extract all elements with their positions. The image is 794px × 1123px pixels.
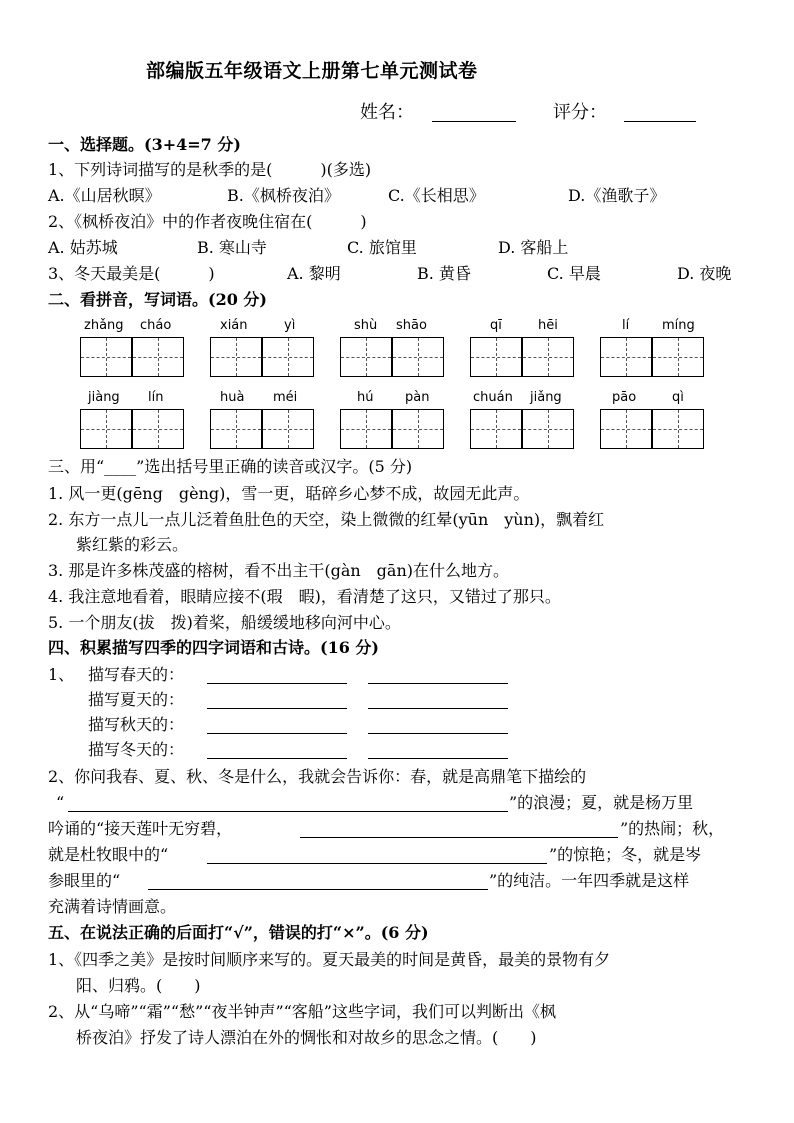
- pinyin-label: jiàng: [88, 390, 120, 405]
- score-field[interactable]: [624, 103, 696, 122]
- s4-q2-line3-end: ”的热闹；秋，: [620, 819, 725, 838]
- name-field[interactable]: [432, 103, 516, 122]
- section2-heading: 二、看拼音，写词语。(20 分): [48, 290, 267, 309]
- writing-box[interactable]: [522, 409, 574, 449]
- pinyin-label: qī: [490, 318, 502, 333]
- s1-question-2: 2、《枫桥夜泊》中的作者夜晚住宿在( ): [48, 212, 367, 231]
- label-spring: 描写春天的：: [88, 665, 185, 684]
- answer-line[interactable]: [368, 683, 508, 684]
- s5-q1-line2: 阳、归鸦。( ): [76, 976, 201, 995]
- pinyin-label: hēi: [538, 318, 558, 333]
- answer-line[interactable]: [207, 758, 347, 759]
- writing-box[interactable]: [470, 409, 522, 449]
- s3-item-1: 1. 风一更(gēng gèng)，雪一更，聒碎乡心梦不成，故园无此声。: [48, 484, 530, 503]
- writing-box[interactable]: [600, 409, 652, 449]
- s3-item-2: 2. 东方一点儿一点儿泛着鱼肚色的天空，染上微微的红晕(yūn yùn)，飘着红: [48, 510, 605, 529]
- s4-q2-line6: 充满着诗情画意。: [48, 897, 177, 916]
- s4-q2-line2-close: ”的浪漫；夏，就是杨万里: [509, 793, 694, 812]
- pinyin-label: shāo: [396, 318, 427, 333]
- pinyin-label: zhǎng: [84, 318, 124, 333]
- s3-item-5: 5. 一个朋友(拔 拨)着桨，船缓缓地移向河中心。: [48, 613, 401, 632]
- label-winter: 描写冬天的：: [88, 740, 185, 759]
- pinyin-label: jiǎng: [530, 390, 562, 405]
- pinyin-label: pāo: [612, 390, 637, 405]
- pinyin-label: hú: [357, 390, 374, 405]
- answer-line[interactable]: [368, 758, 508, 759]
- pinyin-label: xián: [220, 318, 248, 333]
- section3-heading: 三、用“____”选出括号里正确的读音或汉字。(5 分): [48, 457, 413, 476]
- answer-line[interactable]: [300, 837, 618, 838]
- s1-question-1: 1、下列诗词描写的是秋季的是( )(多选): [48, 160, 372, 179]
- s4-q2-line3-start: 吟诵的“接天莲叶无穷碧，: [48, 819, 233, 838]
- s1-q3-option-d: D. 夜晚: [677, 264, 732, 283]
- s4-q2-line2-open: “: [56, 793, 65, 812]
- name-label: 姓名：: [360, 102, 414, 123]
- s1-q2-option-d: D. 客船上: [498, 238, 569, 257]
- writing-box[interactable]: [522, 337, 574, 377]
- pinyin-label: chuán: [473, 390, 513, 405]
- writing-box[interactable]: [600, 337, 652, 377]
- s1-question-3: 3、冬天最美是( ): [48, 264, 215, 283]
- label-summer: 描写夏天的：: [88, 690, 185, 709]
- section1-heading: 一、选择题。(3+4=7 分): [48, 135, 241, 154]
- writing-box[interactable]: [652, 337, 704, 377]
- writing-box[interactable]: [262, 337, 314, 377]
- writing-box[interactable]: [132, 337, 184, 377]
- writing-box[interactable]: [340, 409, 392, 449]
- s4-q2-line5-start: 参眼里的“: [48, 871, 121, 890]
- s4-q2-line1: 2、你问我春、夏、秋、冬是什么，我就会告诉你：春，就是高鼎笔下描绘的: [48, 767, 587, 786]
- pinyin-label: yì: [284, 318, 296, 333]
- answer-line[interactable]: [207, 863, 547, 864]
- section4-heading: 四、积累描写四季的四字词语和古诗。(16 分): [48, 638, 379, 657]
- pinyin-label: cháo: [140, 318, 172, 333]
- writing-box[interactable]: [652, 409, 704, 449]
- answer-line[interactable]: [368, 708, 508, 709]
- pinyin-label: shù: [354, 318, 378, 333]
- s4-q2-line4-start: 就是杜牧眼中的“: [48, 845, 169, 864]
- pinyin-label: míng: [662, 318, 695, 333]
- pinyin-label: huà: [220, 390, 245, 405]
- s4-q1-number: 1、: [48, 665, 75, 684]
- s1-q3-option-a: A. 黎明: [287, 264, 341, 283]
- s1-q1-option-a: A.《山居秋暝》: [48, 186, 161, 205]
- pinyin-label: qì: [672, 390, 684, 405]
- writing-box[interactable]: [262, 409, 314, 449]
- score-label: 评分：: [553, 102, 607, 123]
- s5-q1-line1: 1、《四季之美》是按时间顺序来写的。夏天最美的时间是黄昏，最美的景物有夕: [48, 950, 611, 969]
- pinyin-label: méi: [273, 390, 298, 405]
- answer-line[interactable]: [68, 811, 508, 812]
- pinyin-label: lí: [622, 318, 630, 333]
- s1-q2-option-a: A. 姑苏城: [48, 238, 118, 257]
- s1-q1-option-c: C.《长相思》: [388, 186, 485, 205]
- pinyin-label: lín: [148, 390, 164, 405]
- answer-line[interactable]: [207, 708, 347, 709]
- s1-q1-option-b: B.《枫桥夜泊》: [227, 186, 340, 205]
- writing-box[interactable]: [470, 337, 522, 377]
- label-autumn: 描写秋天的：: [88, 715, 185, 734]
- pinyin-label: pàn: [405, 390, 430, 405]
- s1-q2-option-b: B. 寒山寺: [197, 238, 267, 257]
- answer-line[interactable]: [368, 733, 508, 734]
- s5-q2-line2: 桥夜泊》抒发了诗人漂泊在外的惆怅和对故乡的思念之情。( ): [76, 1028, 537, 1047]
- page-title: 部编版五年级语文上册第七单元测试卷: [146, 60, 478, 82]
- writing-box[interactable]: [392, 337, 444, 377]
- writing-box[interactable]: [210, 409, 262, 449]
- answer-line[interactable]: [207, 683, 347, 684]
- writing-box[interactable]: [132, 409, 184, 449]
- writing-box[interactable]: [80, 409, 132, 449]
- s4-q2-line4-end: ”的惊艳；冬，就是岑: [549, 845, 702, 864]
- s4-q2-line5-end: ”的纯洁。一年四季就是这样: [489, 871, 690, 890]
- answer-line[interactable]: [207, 733, 347, 734]
- s5-q2-line1: 2、从“乌啼”“霜”“愁”“夜半钟声”“客船”这些字词，我们可以判断出《枫: [48, 1002, 556, 1021]
- s3-item-4: 4. 我注意地看着，眼睛应接不(瑕 暇)，看清楚了这只，又错过了那只。: [48, 587, 561, 606]
- s1-q2-option-c: C. 旅馆里: [347, 238, 417, 257]
- s1-q1-option-d: D.《渔歌子》: [568, 186, 666, 205]
- answer-line[interactable]: [148, 889, 488, 890]
- s1-q3-option-b: B. 黄昏: [417, 264, 471, 283]
- writing-box[interactable]: [340, 337, 392, 377]
- writing-box[interactable]: [392, 409, 444, 449]
- section5-heading: 五、在说法正确的后面打“√”，错误的打“×”。(6 分): [48, 923, 429, 942]
- s3-item-2-cont: 紫红紫的彩云。: [76, 535, 189, 554]
- s1-q3-option-c: C. 早晨: [547, 264, 601, 283]
- writing-box[interactable]: [80, 337, 132, 377]
- s3-item-3: 3. 那是许多株茂盛的榕树，看不出主干(gàn gān)在什么地方。: [48, 561, 510, 580]
- writing-box[interactable]: [210, 337, 262, 377]
